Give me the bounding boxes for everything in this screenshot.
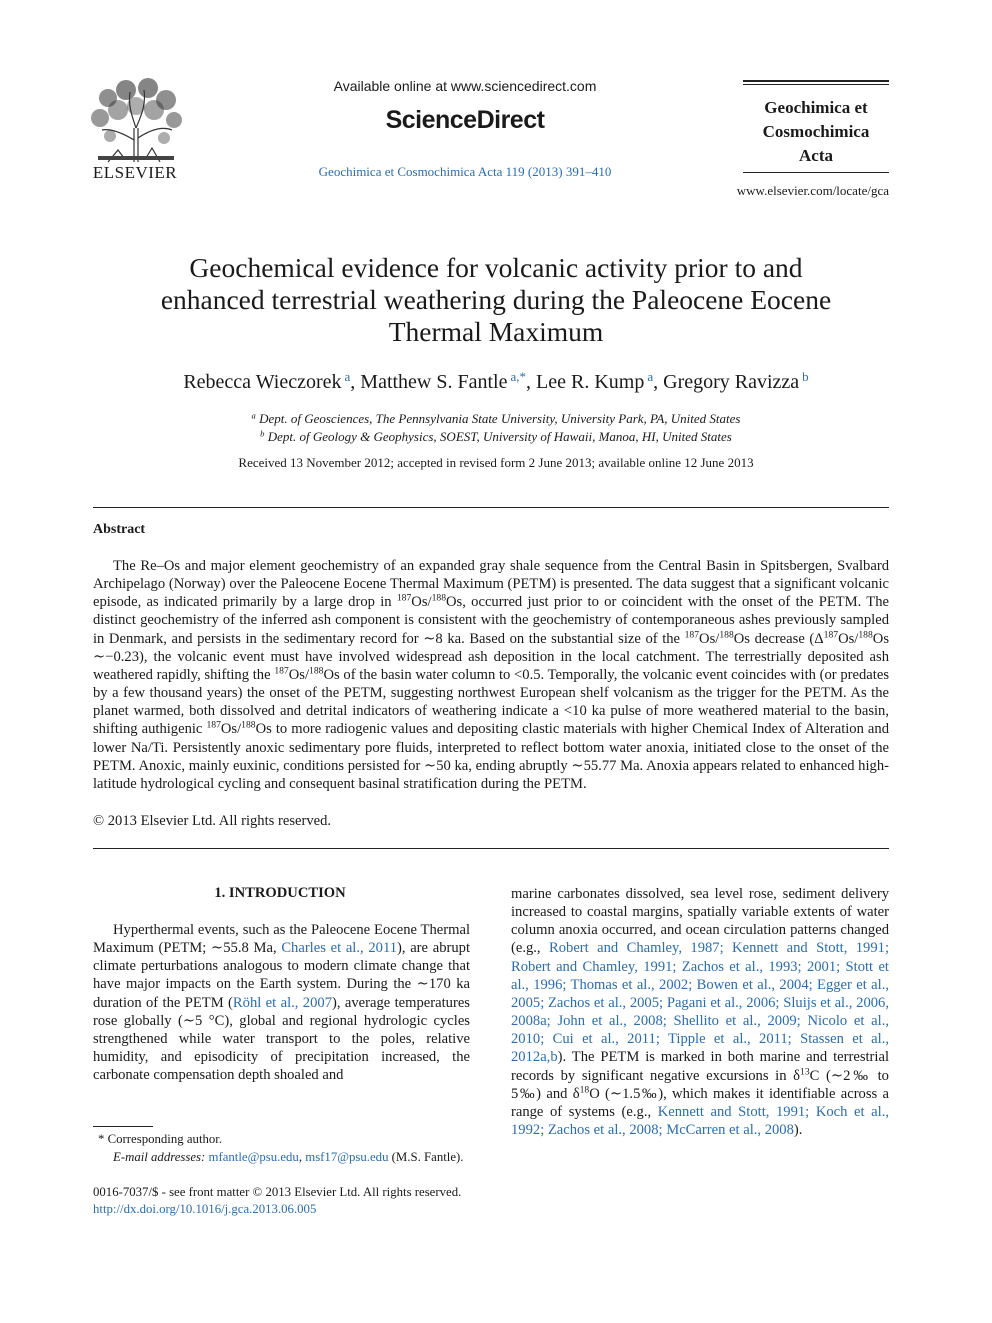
author-name: Rebecca Wieczorek xyxy=(183,371,342,393)
isotope-sup: 187 xyxy=(206,720,221,732)
email-link[interactable]: msf17@psu.edu xyxy=(305,1150,389,1164)
footnote xyxy=(93,1130,473,1166)
citation-link[interactable]: Kennett and Stott, 1991; Koch et al., 1992; Zachos et al., 2008; McCarren et al., 2008 xyxy=(511,1103,889,1139)
sciencedirect-logo: ScienceDirect xyxy=(385,106,545,134)
affiliation-sup: b xyxy=(260,428,265,439)
isotope-symbol: Os xyxy=(699,630,716,647)
footnote-rule xyxy=(93,1126,153,1127)
abstract-top-rule xyxy=(93,507,889,508)
isotope-symbol: Os xyxy=(255,721,272,738)
body-text: ). The PETM is marked in both marine and terrestrial records by significant negative excursions in δ xyxy=(511,1049,889,1084)
author-name: Gregory Ravizza xyxy=(663,371,800,393)
abstract-bottom-rule xyxy=(93,848,889,849)
email-owner: (M.S. Fantle). xyxy=(391,1150,464,1164)
corresponding-note: * Corresponding author. xyxy=(98,1132,223,1146)
email-separator: , xyxy=(298,1150,306,1164)
intro-left-column xyxy=(93,921,470,1084)
isotope-symbol: Os xyxy=(288,666,305,683)
email-link[interactable]: mfantle@psu.edu xyxy=(208,1150,299,1164)
isotope-symbol: Os xyxy=(733,630,750,647)
isotope-symbol: Os xyxy=(220,721,238,738)
isotope-symbol: Os xyxy=(838,630,855,647)
intro-right-column xyxy=(511,885,889,1139)
isotope-sup: 188 xyxy=(431,593,447,605)
isotope-symbol: Os xyxy=(411,594,428,611)
author-name: Lee R. Kump xyxy=(536,371,645,393)
affiliation-marker[interactable]: a,* xyxy=(510,369,527,384)
abstract-text: of the basin water column to <0.5. Temporally, the volcanic event coincides with (or predates by a few thousand years) the onset of the PETM, suggesting northwest European shelf volcanism as the trigger for the PETM. As the planet warmed, both dissolved and detrital indicators of weathering indicate a <10 ka pulse of more weathered material to the basin, shifting authigenic xyxy=(93,666,889,738)
journal-title-line: Cosmochimica xyxy=(762,122,870,141)
isotope-slash: / xyxy=(304,666,310,683)
front-matter xyxy=(93,1184,513,1218)
email-line xyxy=(93,1148,473,1166)
isotope-slash: / xyxy=(237,721,242,738)
body-text: ), are abrupt climate perturbations analogous to modern climate change that have major impacts on the Earth system. During the ∼170 ka duration of the PETM ( xyxy=(93,940,470,1011)
article-dates: Received 13 November 2012; accepted in revised form 2 June 2013; available online 12 June 2013 xyxy=(238,455,754,470)
available-online-text: Available online at www.sciencedirect.com xyxy=(333,78,597,94)
isotope-slash: / xyxy=(427,594,432,611)
doi-link[interactable]: http://dx.doi.org/10.1016/j.gca.2013.06.005 xyxy=(93,1202,317,1216)
abstract-text: The Re–Os and major element geochemistry of an expanded gray shale sequence from the Central Basin in Spitsbergen, Svalbard Archipelago (Norway) over the Paleocene Eocene Thermal Maximum (PETM) is presented. The data suggest that a significant volcanic episode, as indicated primarily by a large drop in xyxy=(93,558,889,611)
journal-rule-bottom xyxy=(743,172,889,173)
isotope-sup: 187 xyxy=(823,629,839,641)
publisher-name: ELSEVIER xyxy=(92,163,178,182)
isotope-slash: / xyxy=(715,630,720,647)
abstract-body xyxy=(93,557,889,793)
body-text: ). xyxy=(793,1122,803,1139)
affiliation-b xyxy=(80,428,912,446)
body-text: marine carbonates dissolved, sea level rose, sediment delivery increased to coastal margins, spatially variable extents of water column anoxia occurred, and ocean circulation patterns changed (e.g., xyxy=(511,886,889,957)
issn-line: 0016-7037/$ - see front matter © 2013 Elsevier Ltd. All rights reserved. xyxy=(93,1185,462,1199)
abstract-heading: Abstract xyxy=(93,522,146,537)
affiliation-text: Dept. of Geology & Geophysics, SOEST, University of Hawaii, Manoa, HI, United States xyxy=(267,429,732,444)
title-line: Thermal Maximum xyxy=(388,316,604,347)
abstract-text: decrease (Δ xyxy=(749,630,824,647)
isotope-sup: 188 xyxy=(309,665,324,677)
journal-citation-link[interactable]: Geochimica et Cosmochimica Acta 119 (2013) 391–410 xyxy=(318,164,612,179)
body-text: C (∼2‰ to 5‰) and δ xyxy=(511,1067,889,1102)
affiliations xyxy=(80,410,912,446)
title-line: enhanced terrestrial weathering during the Paleocene Eocene xyxy=(160,284,832,315)
affiliation-a xyxy=(80,410,912,428)
article-title xyxy=(100,252,892,348)
affiliation-marker[interactable]: a xyxy=(344,369,351,384)
author-list: Rebecca Wieczorek $^a$, Matthew S. Fantle $^{a,*}$, Lee R. Kump $^a$, Gregory Ravizza $^b$ xyxy=(183,369,809,393)
citation-link[interactable]: Charles et al., 2011 xyxy=(281,940,397,957)
body-text: Hyperthermal events, such as the Paleocene Eocene Thermal Maximum (PETM; ∼55.8 Ma, xyxy=(93,922,470,957)
isotope-symbol: Os xyxy=(872,630,889,647)
journal-title-line: Acta xyxy=(799,146,833,165)
email-label: E-mail addresses: xyxy=(113,1150,206,1164)
journal-title-line: Geochimica et xyxy=(764,98,868,117)
isotope-sup: 187 xyxy=(274,665,289,677)
isotope-sup: 188 xyxy=(858,629,873,641)
citation-link[interactable]: Röhl et al., 2007 xyxy=(232,994,332,1011)
journal-title xyxy=(743,96,889,168)
journal-url[interactable]: www.elsevier.com/locate/gca xyxy=(736,183,889,198)
abstract-text: ∼−0.23), the volcanic event must have involved widespread ash deposition in the local catchment. The terrestrially deposited ash weathered rapidly, shifting the xyxy=(93,648,889,683)
citation-link[interactable]: Robert and Chamley, 1987; Kennett and Stott, 1991; Robert and Chamley, 1991; Zachos et al., 1993; 2001; Stott et al., 1996; Thomas et al., 2002; Bowen et al., 2004; Egger et al., 2005; Zachos et al., 2005; Pagani et al., 2006; Sluijs et al., 2006, 2008a; John et al., 2008; Shellito et al., 2009; Nicolo et al., 2010; Cui et al., 2011; Tipple et al., 2011; Stassen et al., 2012a,b xyxy=(511,940,890,1066)
author-name: Matthew S. Fantle xyxy=(360,371,508,393)
affiliation-marker[interactable]: a xyxy=(647,369,654,384)
affiliation-sup: a xyxy=(251,410,256,421)
abstract-text: to more radiogenic values and depositing clastic materials with higher Chemical Index of Alteration and lower Na/Ti. Persistently anoxic sedimentary pore fluids, interpreted to reflect bottom water anoxia, initiated close to the onset of the PETM. Anoxic, mainly euxinic, conditions persisted for ∼50 ka, ending abruptly ∼55.77 Ma. Anoxia appears related to enhanced high-latitude hydrological cycling and consequent basinal stratification during the PETM. xyxy=(93,721,889,792)
isotope-slash: / xyxy=(854,630,859,647)
isotope-sup: 188 xyxy=(241,720,256,732)
isotope-sup: 18 xyxy=(579,1084,590,1096)
body-text: ), average temperatures rose globally (∼5 °C), global and regional hydrologic cycles strengthened while water transport to the poles, relative humidity, and episodicity of precipitation increased, the carbonate compensation depth shoaled and xyxy=(93,994,470,1084)
section-heading: 1. INTRODUCTION xyxy=(214,885,346,901)
journal-rule-top-thin xyxy=(743,84,889,85)
body-text: O (∼1.5‰), which makes it identifiable across a range of systems (e.g., xyxy=(511,1085,889,1120)
affiliation-marker[interactable]: b xyxy=(802,369,809,384)
abstract-text: , occurred just prior to or coincident with the onset of the PETM. The distinct geochemistry of the inferred ash component is consistent with the geochemistry of contemporaneous ashes previously sampled in Denmark, and persists in the sedimentary record for ∼8 ka. Based on the substantial size of the xyxy=(93,594,889,647)
isotope-symbol: Os xyxy=(446,594,463,611)
affiliation-text: Dept. of Geosciences, The Pennsylvania State University, University Park, PA, United States xyxy=(259,411,741,426)
abstract-copyright: © 2013 Elsevier Ltd. All rights reserved. xyxy=(93,813,332,829)
isotope-sup: 13 xyxy=(800,1066,810,1078)
isotope-sup: 188 xyxy=(719,629,734,641)
journal-rule-top xyxy=(743,80,889,82)
isotope-sup: 187 xyxy=(684,629,700,641)
isotope-sup: 187 xyxy=(396,593,412,605)
isotope-symbol: Os xyxy=(323,666,340,683)
title-line: Geochemical evidence for volcanic activity prior to and xyxy=(189,252,803,283)
